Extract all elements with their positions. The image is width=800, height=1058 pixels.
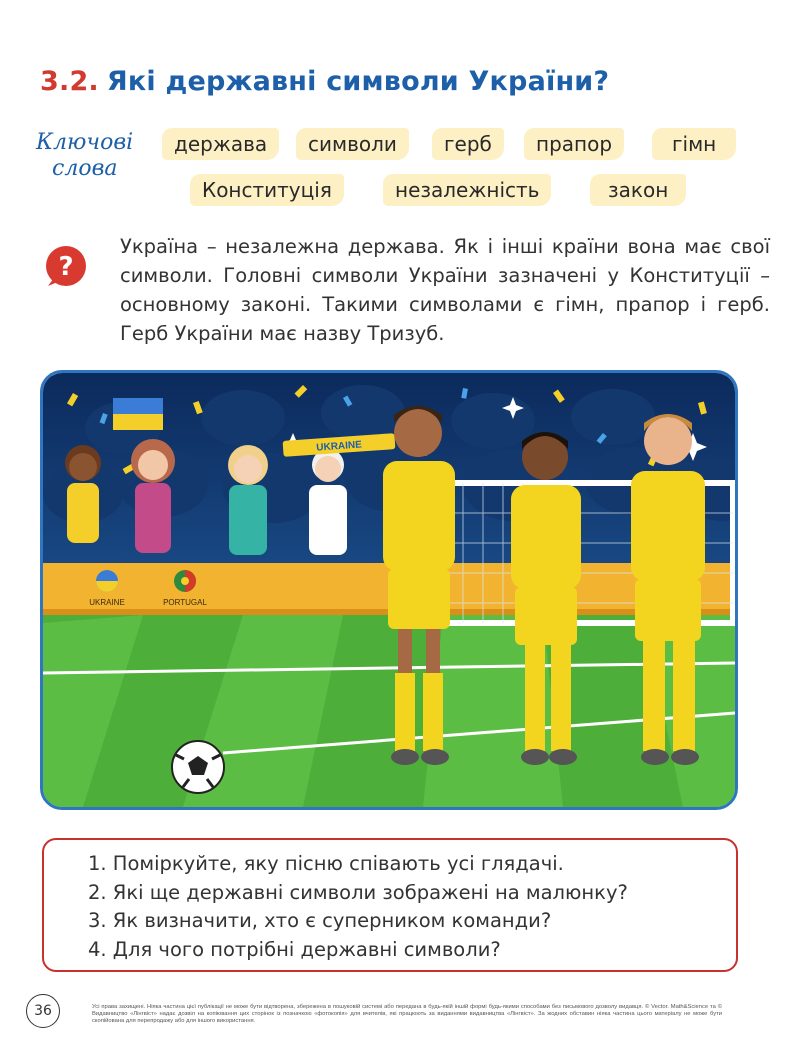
page-number: 36 [26, 994, 60, 1028]
scoreboard-team-portugal: PORTUGAL [163, 598, 207, 607]
svg-text:?: ? [58, 252, 74, 282]
stadium-illustration [40, 370, 738, 810]
keywords-label-line2: слова [52, 156, 118, 181]
keywords-label [36, 130, 166, 182]
question-item: 3. Як визначити, хто є суперником команди? [88, 909, 552, 932]
keyword-chip: герб [432, 128, 504, 160]
question-mark-icon [44, 244, 88, 288]
intro-paragraph: Україна – незалежна держава. Як і інші країни вона має свої символи. Головні символи України зазначені у Конституції – основному законі. Такими символами є гімн, прапор і герб. Герб України має назву Тризуб. [120, 235, 770, 345]
scarf-text: UKRAINE [315, 439, 363, 454]
keyword-chip: закон [590, 174, 686, 206]
copyright-note: Усі права захищені. Ніяка частина цієї публікації не може бути відтворена, збережена в пошуковій системі або передана в будь-якій іншій формі будь-якими способами без письмового дозволу видавця. © Vector. Math&Science та © Видавництво «Лінгвіст» надає дозвіл на копіювання цих сторінок із позначкою «фотокопія» для вчителів, які працюють за виданнями видавництва «Лінгвіст». За жодних обставин ніяка частина цього матеріалу не може бути скопійована для перепродажу або для іншого використання. [92, 1004, 722, 1025]
scoreboard-team-ukraine: UKRAINE [89, 598, 125, 607]
keyword-chip: незалежність [383, 174, 551, 206]
section-number: 3.2. [40, 66, 99, 97]
section-title: Які державні символи України? [106, 66, 610, 97]
discussion-questions [42, 838, 738, 972]
question-item: 4. Для чого потрібні державні символи? [88, 937, 501, 961]
keyword-chip: прапор [524, 128, 624, 160]
page-title [40, 66, 609, 97]
question-item: 2. Які ще державні символи зображені на малюнку? [88, 880, 628, 904]
keyword-chip: символи [296, 128, 409, 160]
keyword-chip: Конституція [190, 174, 344, 206]
keyword-chip: гімн [652, 128, 736, 160]
keywords-label-line1: Ключові [36, 130, 134, 155]
question-item: 1. Поміркуйте, яку пісню співають усі глядачі. [88, 852, 564, 875]
keyword-chip: держава [162, 128, 279, 160]
